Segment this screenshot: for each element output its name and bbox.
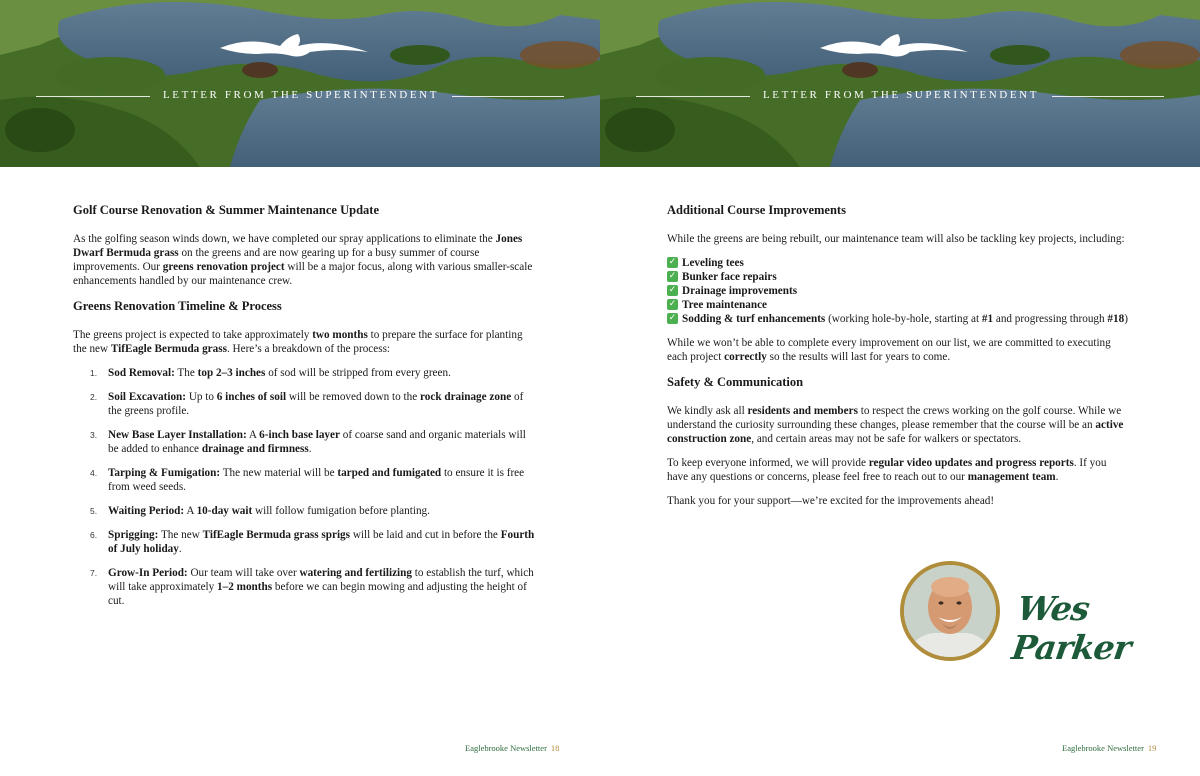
text-run: While we won’t be able to complete every improvement on our list, we are committed to executing each project [667, 337, 1111, 363]
bold-text: Sprigging: [108, 529, 159, 541]
text-run: to establish the turf, which will take approximately [108, 567, 534, 593]
left-content [73, 199, 535, 618]
golf-course-photo-right [600, 0, 1200, 167]
text-run: , and certain areas may not be safe for walkers or spectators. [751, 433, 1022, 445]
process-step [73, 528, 535, 556]
signature: Wes Parker [1009, 589, 1133, 667]
banner-rule-left [36, 96, 150, 97]
step-number: 6. [90, 530, 98, 540]
bold-text: 6 inches of soil [216, 391, 287, 403]
bold-text: greens renovation project [162, 261, 285, 273]
bold-text: Sodding & turf enhancements [682, 313, 826, 325]
bold-text: Soil Excavation: [108, 391, 187, 403]
eagle-wings-logo-icon [218, 30, 383, 62]
intro-paragraph [73, 232, 535, 288]
banner-rule-right [1052, 96, 1164, 97]
process-step [73, 428, 535, 456]
safety-heading: Safety & Communication [667, 375, 804, 389]
right-content [667, 199, 1129, 518]
process-step [73, 466, 535, 494]
bold-text: 10-day wait [196, 505, 253, 517]
closing-paragraph [667, 336, 1129, 364]
text-run: We kindly ask all [667, 405, 748, 417]
bold-text: Bunker face repairs [682, 271, 777, 283]
text-run: . Here’s a breakdown of the process: [226, 343, 391, 355]
process-step [73, 366, 535, 380]
text-run: A [184, 505, 197, 517]
check-box-icon: ✓ [668, 299, 677, 309]
footer-page-number: 19 [1147, 743, 1157, 753]
timeline-intro-paragraph [73, 328, 535, 356]
bold-text: Fourth of July holiday [108, 529, 535, 555]
step-number: 1. [90, 368, 98, 378]
step-number: 4. [90, 468, 98, 478]
check-box-icon: ✓ [668, 271, 677, 281]
text-run: Up to [186, 391, 217, 403]
text-run: Our team will take over [187, 567, 300, 579]
safety-paragraph [667, 494, 1129, 508]
bold-text: TifEagle Bermuda grass sprigs [202, 529, 351, 541]
eagle-wings-logo-icon [818, 30, 983, 62]
text-run: The new material will be [220, 467, 338, 479]
text-run: . [178, 543, 182, 555]
bold-text: #18 [1107, 313, 1125, 325]
header-banner-right [600, 0, 1200, 167]
process-step [73, 566, 535, 608]
checklist-item [667, 270, 1129, 284]
bold-text: 6-inch base layer [259, 429, 340, 441]
bold-text: Leveling tees [682, 257, 744, 269]
article-heading: Golf Course Renovation & Summer Maintenance Update [73, 203, 379, 217]
bold-text: TifEagle Bermuda grass [110, 343, 227, 355]
text-run: will be a major focus, along with various smaller-scale enhancements handled by our maintenance crew. [73, 261, 533, 287]
text-run: The greens project is expected to take approximately [73, 329, 313, 341]
footer-left [465, 743, 559, 753]
bold-text: Drainage improvements [682, 285, 798, 297]
text-run: of the greens profile. [108, 391, 524, 417]
text-run: The new [158, 529, 203, 541]
bold-text: correctly [724, 351, 767, 363]
bold-text: Tree maintenance [682, 299, 768, 311]
bold-text: Tarping & Fumigation: [108, 467, 221, 479]
bold-text: regular video updates and progress reports [868, 457, 1074, 469]
process-step [73, 390, 535, 418]
improvements-heading: Additional Course Improvements [667, 203, 846, 217]
step-number: 2. [90, 392, 98, 402]
text-run: As the golfing season winds down, we have completed our spray applications to eliminate the [73, 233, 496, 245]
footer-newsletter-name: Eaglebrooke Newsletter [1062, 743, 1144, 753]
check-box-icon: ✓ [668, 313, 677, 323]
footer-page-number: 18 [550, 743, 560, 753]
text-run: will be laid and cut in before the [350, 529, 501, 541]
step-number: 7. [90, 568, 98, 578]
bold-text: Jones Dwarf Bermuda grass [73, 233, 523, 259]
text-run: A [246, 429, 260, 441]
text-run: so the results will last for years to come. [766, 351, 951, 363]
text-run: The [174, 367, 198, 379]
banner-rule-right [452, 96, 564, 97]
page-right [600, 0, 1200, 776]
bold-text: tarped and fumigated [337, 467, 442, 479]
safety-paragraph [667, 404, 1129, 446]
golf-course-photo [0, 0, 600, 167]
text-run: to prepare the surface for planting the new [73, 329, 523, 355]
bold-text: rock drainage zone [420, 391, 512, 403]
step-number: 3. [90, 430, 98, 440]
improvements-intro: While the greens are being rebuilt, our maintenance team will also be tackling key projects, including: [667, 233, 1125, 245]
text-run: before we can begin mowing and adjusting the height of cut. [108, 581, 527, 607]
text-run: on the greens and are now gearing up for a busy summer of course improvements. Our [73, 247, 480, 273]
text-run: will be removed down to the [286, 391, 421, 403]
avatar [900, 561, 1000, 661]
bold-text: 1–2 months [217, 581, 273, 593]
text-run: and progressing through [993, 313, 1108, 325]
improvements-checklist [667, 256, 1129, 326]
bold-text: residents and members [747, 405, 858, 417]
safety-paragraph [667, 456, 1129, 484]
header-banner [0, 0, 600, 167]
text-run: ) [1124, 313, 1128, 325]
text-run: will follow fumigation before planting. [252, 505, 430, 517]
bold-text: management team [967, 471, 1056, 483]
bold-text: New Base Layer Installation: [108, 429, 247, 441]
banner-title: LETTER FROM THE SUPERINTENDENT [162, 89, 440, 101]
footer-right [1062, 743, 1156, 753]
process-steps-list [73, 366, 535, 608]
bold-text: active construction zone [667, 419, 1124, 445]
text-run: of sod will be stripped from every green. [265, 367, 451, 379]
text-run: of coarse sand and organic materials will be added to enhance [108, 429, 526, 455]
text-run: Thank you for your support—we’re excited for the improvements ahead! [667, 495, 995, 507]
step-number: 5. [90, 506, 98, 516]
check-box-icon: ✓ [668, 285, 677, 295]
bold-text: drainage and firmness [201, 443, 309, 455]
text-run: (working hole-by-hole, starting at [825, 313, 982, 325]
text-run: . [1055, 471, 1059, 483]
bold-text: two months [312, 329, 368, 341]
text-run: To keep everyone informed, we will provide [667, 457, 869, 469]
banner-rule-left [636, 96, 750, 97]
process-step [73, 504, 535, 518]
bold-text: #1 [981, 313, 994, 325]
footer-newsletter-name: Eaglebrooke Newsletter [465, 743, 547, 753]
checklist-item [667, 312, 1129, 326]
bold-text: Grow-In Period: [108, 567, 188, 579]
text-run: to ensure it is free from weed seeds. [108, 467, 525, 493]
text-run: . [308, 443, 312, 455]
bold-text: Waiting Period: [108, 505, 185, 517]
signature-block [900, 561, 1160, 667]
superintendent-photo [904, 565, 996, 657]
checklist-item [667, 256, 1129, 270]
bold-text: top 2–3 inches [197, 367, 266, 379]
text-run: to respect the crews working on the golf course. While we understand the curiosity surrounding these changes, please remember that the course will be an [667, 405, 1122, 431]
safety-paragraphs [667, 404, 1129, 508]
checklist-item [667, 284, 1129, 298]
check-box-icon: ✓ [668, 257, 677, 267]
banner-title-right: LETTER FROM THE SUPERINTENDENT [762, 89, 1040, 101]
bold-text: Sod Removal: [108, 367, 175, 379]
checklist-item [667, 298, 1129, 312]
bold-text: watering and fertilizing [299, 567, 412, 579]
text-run: . If you have any questions or concerns, please feel free to reach out to our [667, 457, 1107, 483]
timeline-subheading: Greens Renovation Timeline & Process [73, 299, 282, 313]
